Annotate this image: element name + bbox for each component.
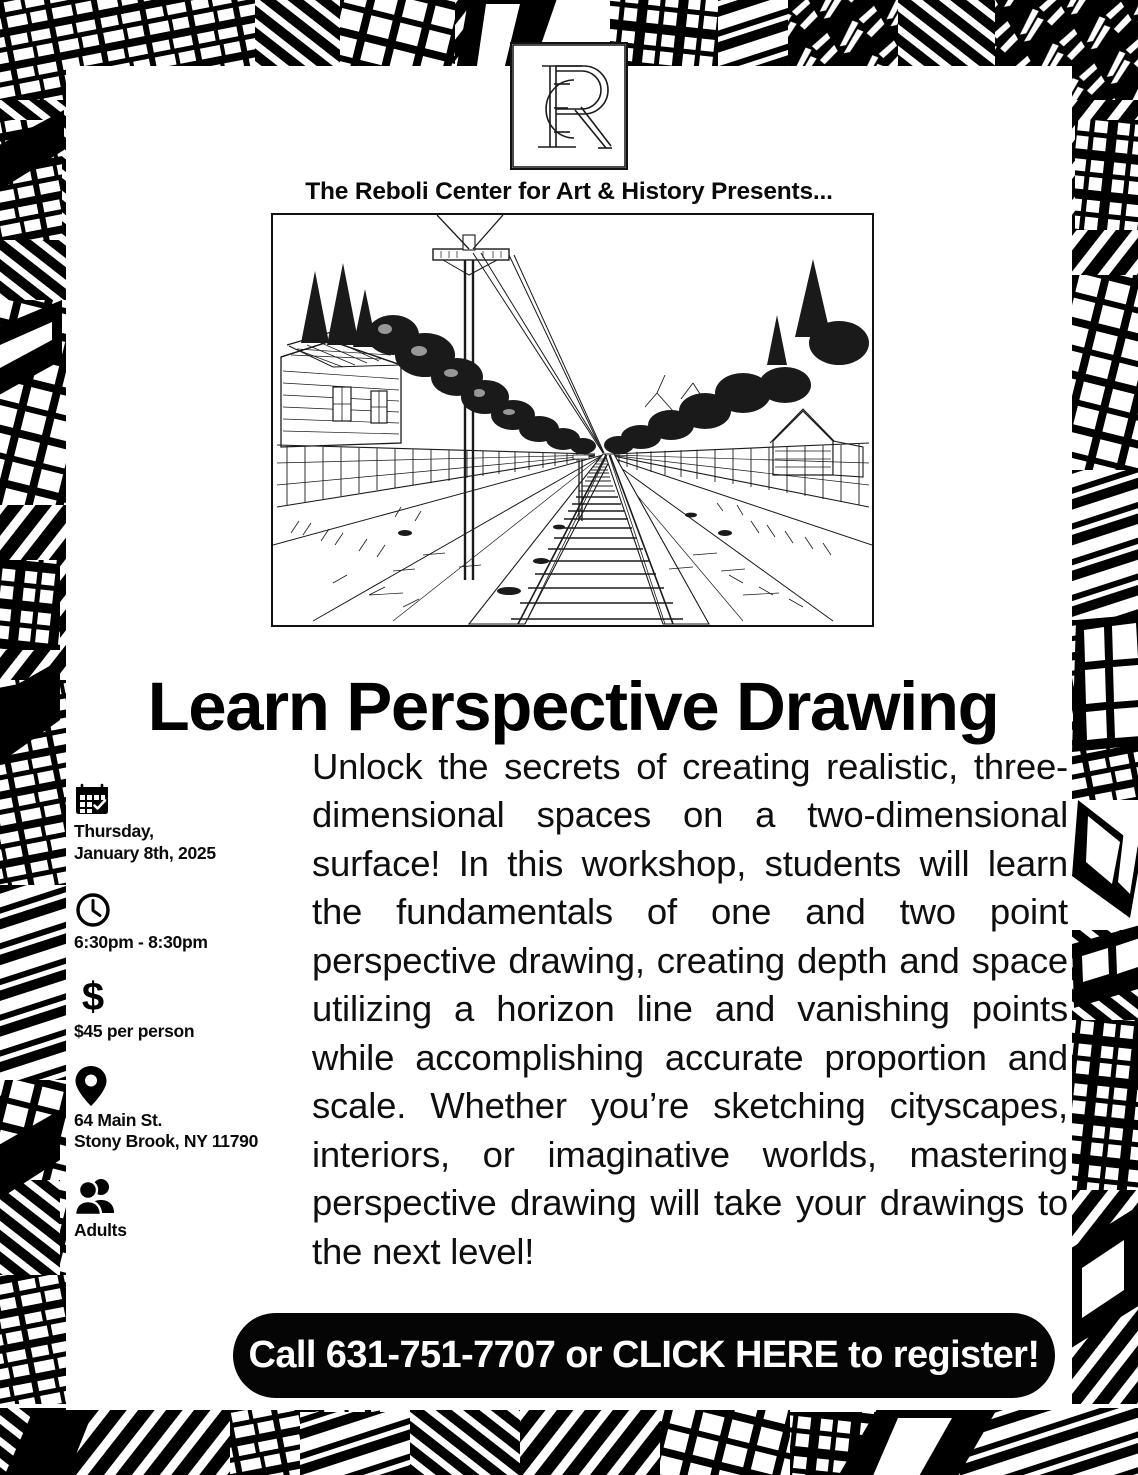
perspective-drawing-illustration	[271, 213, 874, 627]
detail-audience-text	[74, 1220, 306, 1242]
detail-time-text	[74, 932, 306, 954]
logo	[66, 42, 1072, 170]
detail-time-line1: 6:30pm - 8:30pm	[74, 931, 208, 952]
detail-date-line2: January 8th, 2025	[74, 842, 216, 863]
calendar-icon	[74, 776, 306, 818]
register-cta-button[interactable]: Call 631-751-7707 or CLICK HERE to register!	[233, 1313, 1055, 1398]
page-title: Learn Perspective Drawing	[147, 668, 999, 746]
people-icon	[74, 1175, 306, 1217]
logo-monogram-frame	[510, 42, 628, 170]
detail-location-text	[74, 1110, 306, 1154]
detail-audience-line1: Adults	[74, 1220, 127, 1241]
detail-audience	[74, 1175, 306, 1242]
dollar-icon	[74, 976, 306, 1018]
detail-date-line1: Thursday,	[74, 821, 154, 841]
detail-location-line2: Stony Brook, NY 11790	[74, 1131, 259, 1152]
organization-tagline: The Reboli Center for Art & History Presents...	[305, 178, 833, 205]
detail-date-text	[74, 821, 306, 865]
detail-price	[74, 976, 306, 1043]
detail-location-line1: 64 Main St.	[74, 1109, 163, 1130]
detail-location	[74, 1065, 306, 1154]
content-card	[66, 66, 1072, 1410]
detail-time	[74, 887, 306, 954]
svg-text:$: $	[81, 974, 105, 1018]
workshop-description: Unlock the secrets of creating realistic, three-dimensional spaces on a two-dimensional surface! In this workshop, students will learn the fundamentals of one and two point perspective drawing, creating depth and space utilizing a horizon line and vanishing points while accomplishing accurate proportion and scale. Whether you’re sketching cityscapes, interiors, or imaginative worlds, mastering perspective drawing will take your drawings to the next level!	[312, 745, 1068, 1272]
event-details-list	[74, 776, 306, 1264]
clock-icon	[74, 887, 306, 929]
detail-price-text	[74, 1021, 306, 1043]
location-pin-icon	[74, 1065, 306, 1107]
detail-date	[74, 776, 306, 865]
detail-price-line1: $45 per person	[74, 1020, 195, 1041]
